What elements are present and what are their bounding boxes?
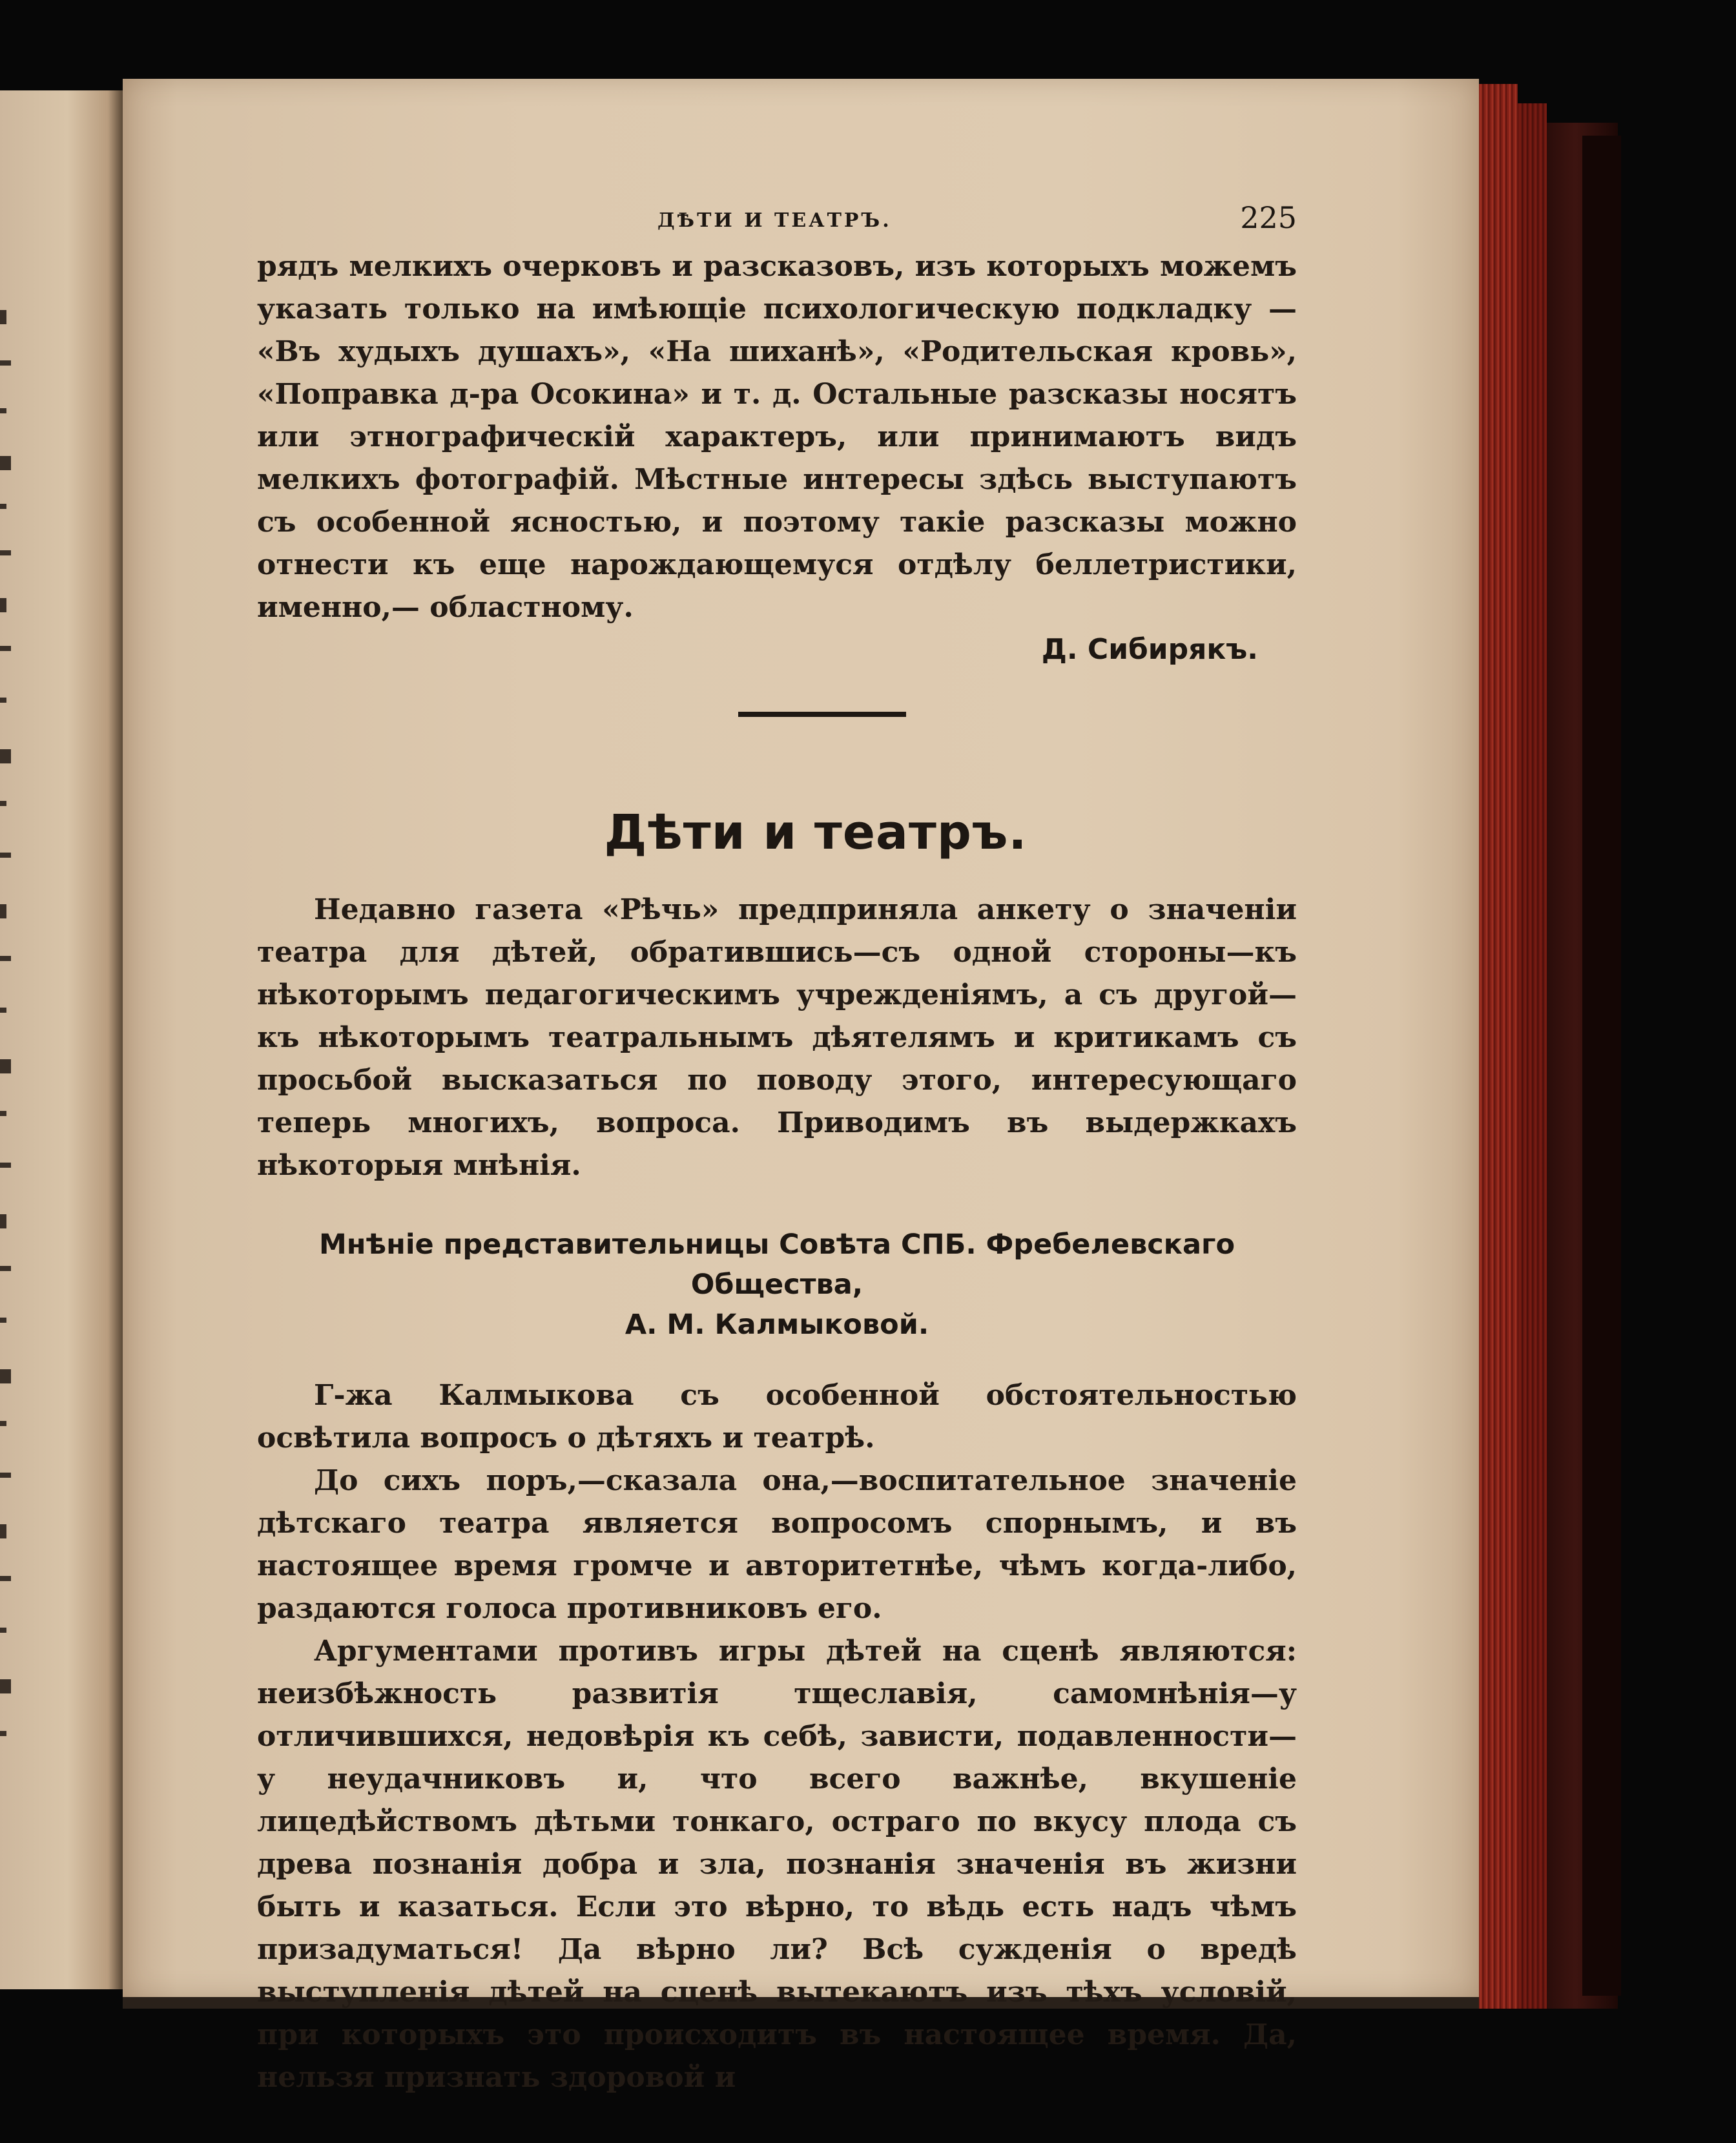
left-page-line-fragment xyxy=(0,1524,6,1538)
previous-page-edge xyxy=(0,90,123,1989)
body-paragraph-3: Аргументами противъ игры дѣтей на сценѣ являются: неизбѣжность развитія тщеславія, самомнѣнія—у отличившихся, недовѣрія къ себѣ, зависти, подавленности— у неудачниковъ и, что всего важнѣе, вкушеніе лицедѣйствомъ дѣтьми тонкаго, остраго по вкусу плода съ древа познанія добра и зла, познанія значенія въ жизни быть и казаться. Если это вѣрно, то вѣдь есть надъ чѣмъ призадуматься! Да вѣрно ли? Всѣ сужденія о вредѣ выступленія дѣтей на сценѣ вытекаютъ изъ тѣхъ условій, при которыхъ это происходитъ въ настоящее время. Да, нельзя признать здоровой и xyxy=(257,1635,1297,2094)
left-page-line-fragment xyxy=(0,1059,11,1073)
section-divider xyxy=(738,712,906,717)
body-paragraph-2: До сихъ поръ,—сказала она,—воспитательное значеніе дѣтскаго театра является вопросомъ спорнымъ, и въ настоящее время громче и авторитетнѣе, чѣмъ когда-либо, раздаются голоса противниковъ его. xyxy=(257,1464,1297,1625)
running-head xyxy=(257,194,1297,245)
left-page-line-fragment xyxy=(0,1421,6,1426)
left-page-line-fragment xyxy=(0,1576,11,1581)
left-page-line-fragment xyxy=(0,853,11,858)
left-page-line-fragment xyxy=(0,310,6,324)
left-page-line-fragment xyxy=(0,698,6,703)
body-paragraph-1: Г-жа Калмыкова съ особенной обстоятельностью освѣтила вопросъ о дѣтяхъ и театрѣ. xyxy=(257,1379,1297,1455)
page-content xyxy=(257,194,1297,2099)
book-page-edges-inner xyxy=(1518,103,1547,2009)
left-page-line-fragment xyxy=(0,408,6,413)
article-intro-paragraph: Недавно газета «Рѣчь» предприняла анкету о значеніи театра для дѣтей, обратившись—съ одной стороны—къ нѣкоторымъ педагогическимъ учрежденіямъ, а съ другой—къ нѣкоторымъ театральнымъ дѣятелямъ и критикамъ съ просьбой высказаться по поводу этого, интересующаго теперь многихъ, вопроса. Приводимъ въ выдержкахъ нѣкоторыя мнѣнія. xyxy=(257,893,1297,1182)
left-page-line-fragment xyxy=(0,1008,6,1013)
section-heading-line-1: Мнѣніе представительницы Совѣта СПБ. Фребелевскаго Общества, xyxy=(318,1228,1235,1301)
left-page-line-fragment xyxy=(0,1111,6,1116)
book-cover-shadow xyxy=(1582,136,1621,1996)
left-page-line-fragment xyxy=(0,646,11,651)
left-page-line-fragment xyxy=(0,1679,11,1693)
left-page-line-fragment xyxy=(0,550,11,555)
left-page-line-fragment xyxy=(0,801,6,806)
left-page-line-fragment xyxy=(0,1628,6,1633)
left-page-line-fragment xyxy=(0,598,6,612)
page-number: 225 xyxy=(1240,200,1297,235)
book-page-edges xyxy=(1479,84,1518,2009)
left-page-line-fragment xyxy=(0,1163,11,1168)
left-page-line-fragment xyxy=(0,360,11,366)
left-page-line-fragment xyxy=(0,456,11,470)
left-page-line-fragment xyxy=(0,749,11,763)
section-heading xyxy=(257,1225,1297,1345)
left-page-line-fragment xyxy=(0,1731,6,1736)
left-page-line-fragment xyxy=(0,956,11,961)
author-signature: Д. Сибирякъ. xyxy=(1041,633,1258,666)
previous-page-text-fragments xyxy=(0,310,26,1796)
left-page-line-fragment xyxy=(0,504,6,509)
article-title: Дѣти и театръ. xyxy=(604,805,1028,860)
running-title: ДѢТИ И ТЕАТРЪ. xyxy=(657,209,892,232)
left-page-line-fragment xyxy=(0,904,6,918)
left-page-line-fragment xyxy=(0,1214,6,1228)
left-page-line-fragment xyxy=(0,1473,11,1478)
left-page-line-fragment xyxy=(0,1369,11,1383)
section-heading-line-2: А. М. Калмыковой. xyxy=(625,1309,929,1341)
left-page-line-fragment xyxy=(0,1266,11,1271)
previous-article-paragraph: рядъ мелкихъ очерковъ и разсказовъ, изъ которыхъ можемъ указать только на имѣющіе психологическую подкладку — «Въ худыхъ душахъ», «На шиханѣ», «Родительская кровь», «Поправка д-ра Осокина» и т. д. Остальные разсказы носятъ или этнографическій характеръ, или принимаютъ видъ мелкихъ фотографій. Мѣстные интересы здѣсь выступаютъ съ особенной ясностью, и поэтому такіе разсказы можно отнести къ еще нарождающемуся отдѣлу беллетристики, именно,— областному. xyxy=(257,250,1297,624)
left-page-line-fragment xyxy=(0,1318,6,1323)
